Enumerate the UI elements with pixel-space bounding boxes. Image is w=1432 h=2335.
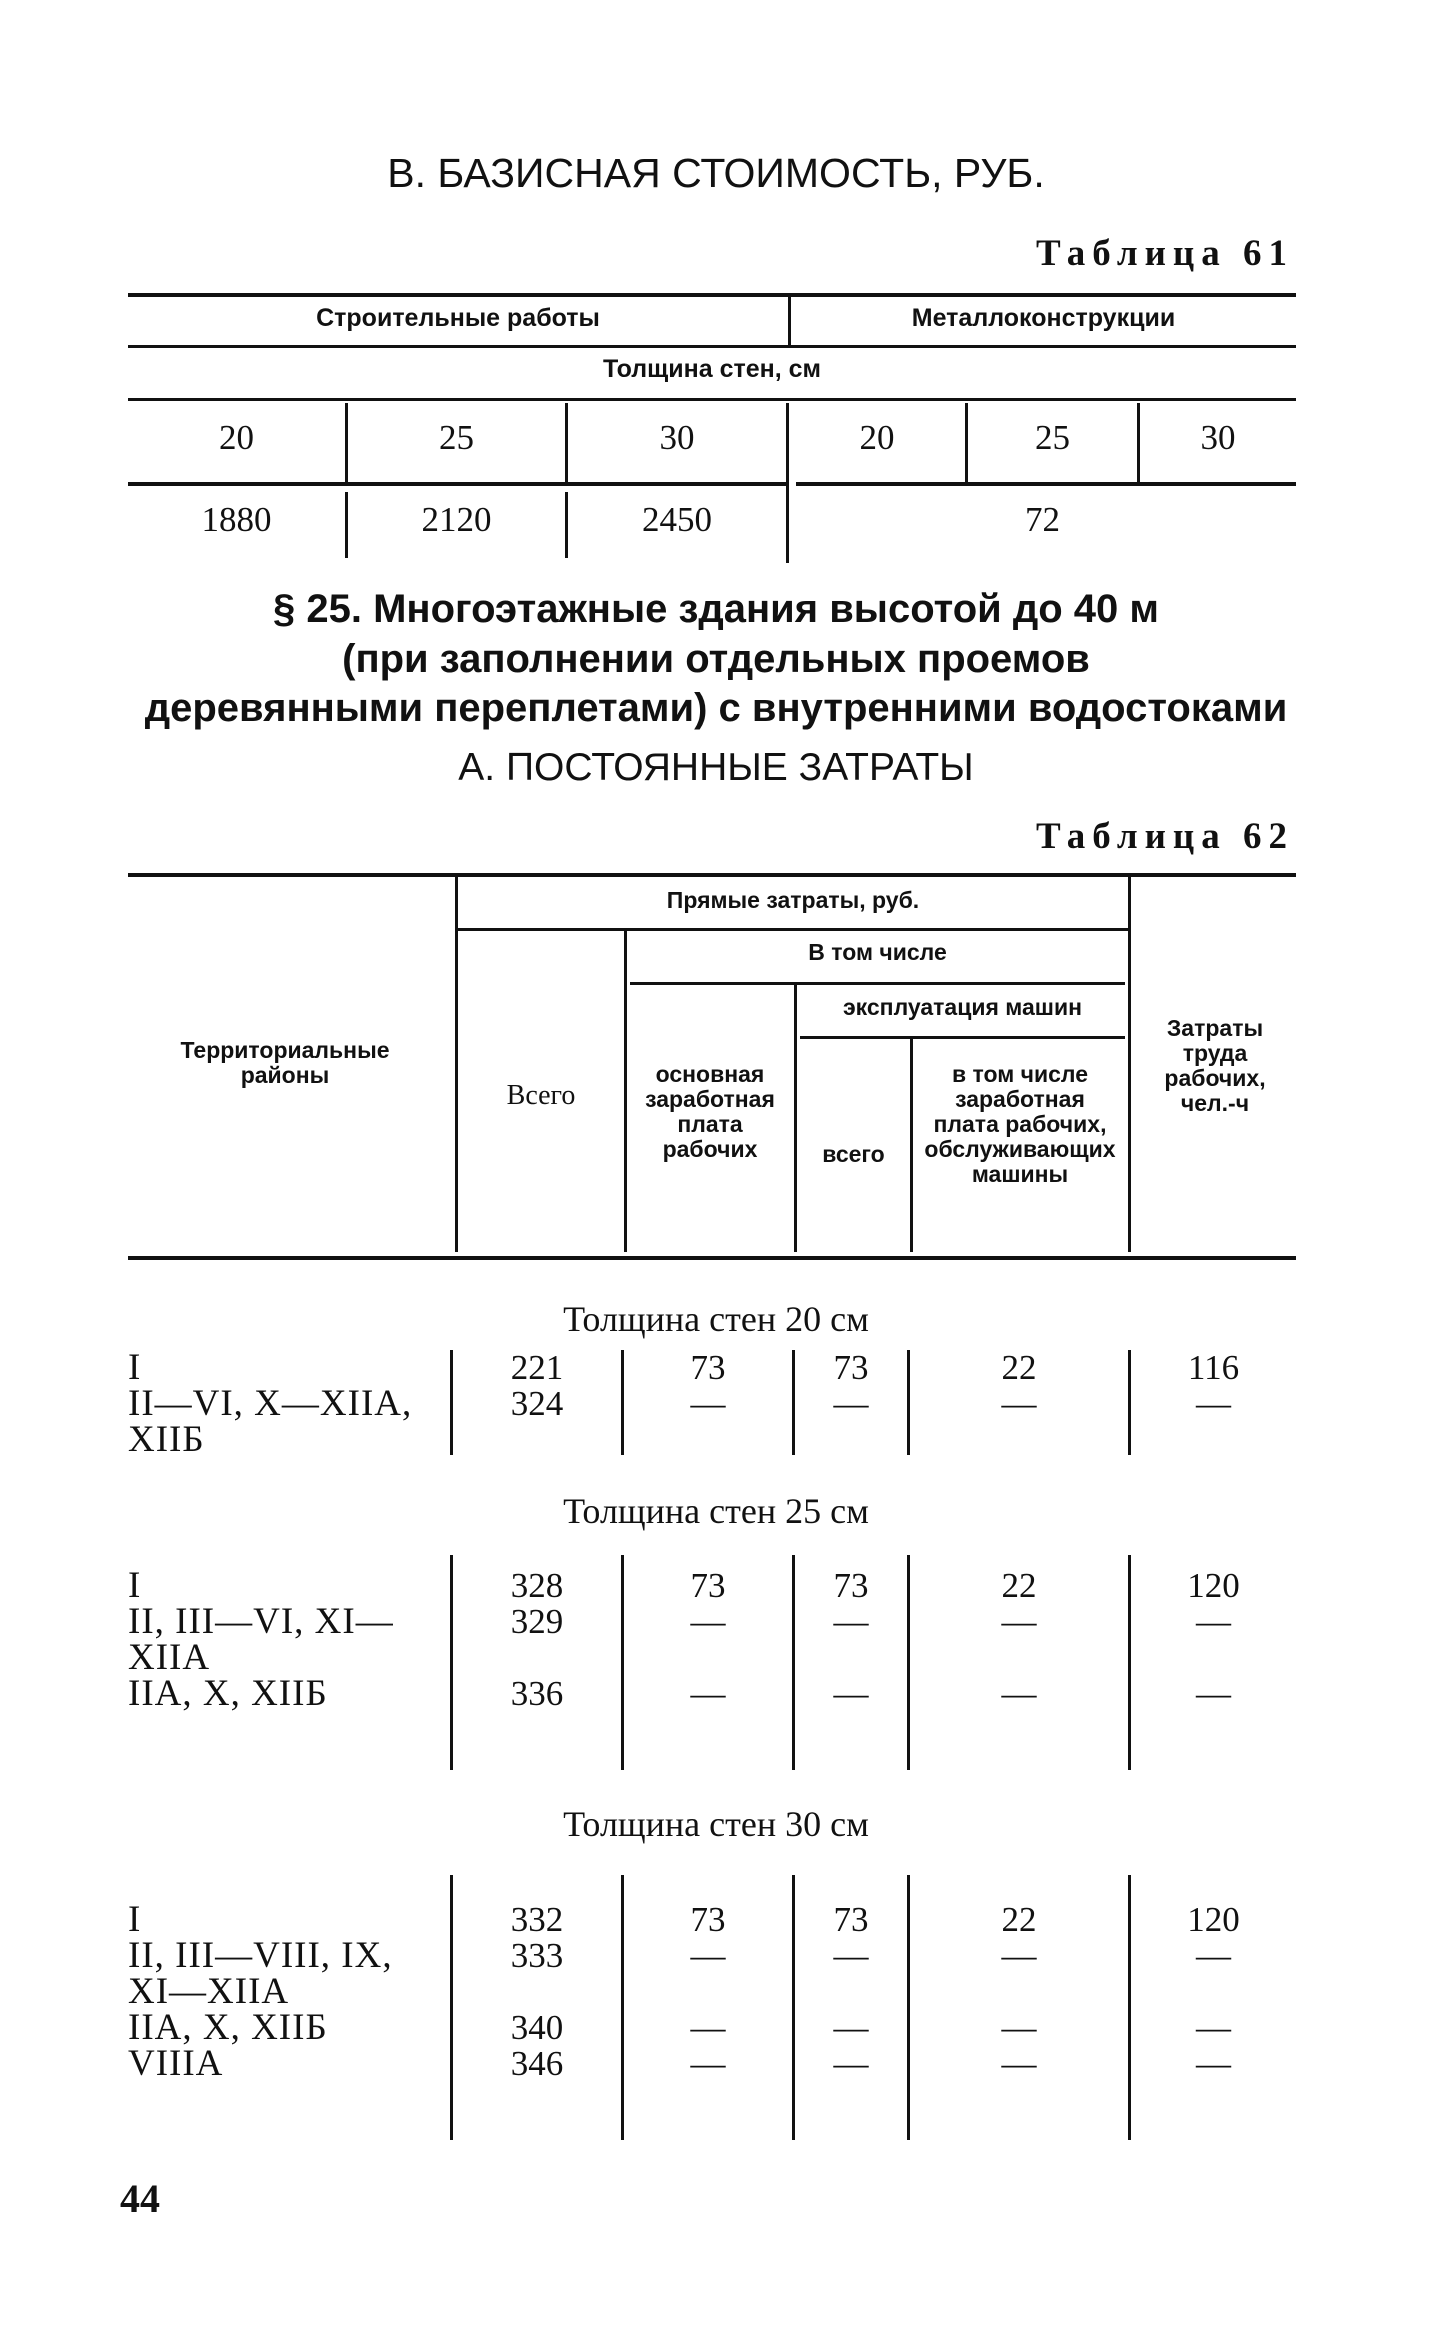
table-62-top-rule bbox=[128, 873, 1296, 877]
region-label: XIIA bbox=[128, 1637, 211, 1678]
value-cell: 22 bbox=[1001, 1348, 1037, 1387]
region-label: I bbox=[128, 1899, 142, 1940]
table-61-thickness-header: Толщина стен, см bbox=[602, 355, 822, 383]
region-label: I bbox=[128, 1565, 142, 1606]
value-cell: — bbox=[1001, 2044, 1037, 2083]
value-cell: — bbox=[1196, 1602, 1231, 1641]
table-62-header-base-wage: основная заработная плата рабочих bbox=[645, 1061, 775, 1162]
table-61-value-cell: 2450 bbox=[642, 500, 712, 539]
value-cell: — bbox=[1196, 2008, 1231, 2047]
region-label: I bbox=[128, 1347, 142, 1388]
value-cell: — bbox=[690, 1602, 726, 1641]
group-regions bbox=[128, 1347, 448, 1460]
value-cell: 73 bbox=[833, 1900, 869, 1939]
table-61-top-rule bbox=[128, 293, 1296, 297]
section-25-subheading: А. ПОСТОЯННЫЕ ЗАТРАТЫ bbox=[458, 746, 974, 789]
value-cell: 221 bbox=[510, 1348, 564, 1387]
table-62-divider bbox=[624, 931, 627, 1252]
value-cell: — bbox=[690, 1674, 726, 1713]
region-label: VIIIA bbox=[128, 2043, 224, 2084]
table-61-rule bbox=[128, 345, 1296, 348]
value-cell: 22 bbox=[1001, 1900, 1037, 1939]
value-cell: — bbox=[1001, 2008, 1037, 2047]
group-regions bbox=[128, 1565, 448, 1714]
table-62-header-total: Всего bbox=[506, 1080, 576, 1111]
table-62-header-rule bbox=[630, 982, 1125, 985]
table-61-thickness-cell: 20 bbox=[219, 418, 254, 457]
value-cell: 329 bbox=[510, 1602, 564, 1641]
table-62-header-including: В том числе bbox=[808, 939, 947, 965]
table-61-thickness-cell: 20 bbox=[859, 418, 895, 457]
value-cell: — bbox=[1001, 1384, 1037, 1423]
value-cell: 73 bbox=[690, 1566, 726, 1605]
value-cell: 346 bbox=[510, 2044, 564, 2083]
machine-total-column bbox=[795, 1350, 907, 1422]
value-cell: 120 bbox=[1187, 1900, 1240, 1939]
table-62-divider bbox=[455, 877, 458, 1252]
value-cell: 336 bbox=[510, 1674, 564, 1713]
group-title-30cm: Толщина стен 30 см bbox=[563, 1804, 869, 1844]
region-label: II, III—VI, XI— bbox=[128, 1601, 394, 1642]
labor-column bbox=[1131, 1350, 1296, 1422]
value-cell: 73 bbox=[833, 1348, 869, 1387]
value-cell: 324 bbox=[510, 1384, 564, 1423]
value-cell: 120 bbox=[1187, 1566, 1240, 1605]
table-61-thickness-cell: 30 bbox=[1200, 418, 1236, 457]
labor-column bbox=[1131, 1568, 1296, 1712]
base-wage-column bbox=[624, 1902, 792, 2082]
table-62-header-rule bbox=[458, 928, 1128, 931]
table-62-header-labor: Затраты труда рабочих, чел.-ч bbox=[1164, 1015, 1266, 1116]
value-cell: — bbox=[1196, 1384, 1231, 1423]
total-column bbox=[453, 1902, 621, 2082]
value-cell: — bbox=[1001, 1674, 1037, 1713]
table-61-label: Таблица 61 bbox=[1036, 233, 1294, 274]
machine-total-column bbox=[795, 1568, 907, 1712]
region-label: XI—XIIA bbox=[128, 1971, 290, 2012]
table-62-header-direct-costs: Прямые затраты, руб. bbox=[666, 887, 920, 913]
table-61-thickness-cell: 25 bbox=[439, 418, 474, 457]
region-label: XIIБ bbox=[128, 1419, 205, 1460]
table-62-header-machine-total: всего bbox=[822, 1141, 885, 1167]
value-cell: — bbox=[690, 2044, 726, 2083]
value-cell: — bbox=[833, 2044, 869, 2083]
value-cell: — bbox=[1196, 2044, 1231, 2083]
group-title-25cm: Толщина стен 25 см bbox=[563, 1491, 869, 1531]
value-cell: 116 bbox=[1187, 1348, 1240, 1387]
group-regions bbox=[128, 1899, 448, 2084]
table-61-rule bbox=[128, 398, 1296, 401]
table-61-thickness-cell: 30 bbox=[659, 418, 695, 457]
table-61-metal-value: 72 bbox=[1025, 500, 1060, 539]
machine-total-column bbox=[795, 1902, 907, 2082]
base-wage-column bbox=[624, 1568, 792, 1712]
section-25-title-line1: § 25. Многоэтажные здания высотой до 40 м bbox=[273, 587, 1159, 631]
value-cell: 340 bbox=[510, 2008, 564, 2047]
value-cell: — bbox=[833, 1384, 869, 1423]
group-title-20cm: Толщина стен 20 см bbox=[563, 1299, 869, 1339]
value-cell: — bbox=[690, 2008, 726, 2047]
value-cell: 73 bbox=[690, 1900, 726, 1939]
value-cell: 73 bbox=[690, 1348, 726, 1387]
table-62-header-regions: Территориальные районы bbox=[180, 1037, 390, 1088]
value-cell: — bbox=[833, 1602, 869, 1641]
labor-column bbox=[1131, 1902, 1296, 2082]
value-cell: 333 bbox=[510, 1936, 564, 1975]
section-25-title-line2: (при заполнении отдельных проемов bbox=[342, 637, 1090, 681]
value-cell: 332 bbox=[510, 1900, 564, 1939]
table-62-label: Таблица 62 bbox=[1036, 816, 1294, 857]
table-62-header-rule bbox=[800, 1036, 1125, 1039]
table-62-divider bbox=[1128, 877, 1131, 1252]
table-62-header-machine-wage: в том числе заработная плата рабочих, обслуживающих машины bbox=[924, 1061, 1116, 1187]
table-61-thickness-cell: 25 bbox=[1035, 418, 1070, 457]
value-cell: — bbox=[833, 1674, 869, 1713]
page-number: 44 bbox=[120, 2176, 160, 2221]
table-62-header-bottom-rule bbox=[128, 1256, 1296, 1260]
table-61-rule bbox=[128, 482, 786, 486]
table-61-group-construction: Строительные работы bbox=[316, 304, 600, 332]
base-wage-column bbox=[624, 1350, 792, 1422]
table-61-rule bbox=[796, 482, 1296, 486]
value-cell: — bbox=[833, 2008, 869, 2047]
value-cell: — bbox=[833, 1936, 869, 1975]
machine-wage-column bbox=[910, 1902, 1128, 2082]
table-62-header-machine-operation: эксплуатация машин bbox=[842, 994, 1083, 1020]
table-61-value-cell: 1880 bbox=[201, 500, 272, 539]
region-label: II—VI, X—XIIA, bbox=[128, 1383, 413, 1424]
value-cell: 73 bbox=[833, 1566, 869, 1605]
table-61-value-cell: 2120 bbox=[421, 500, 492, 539]
region-label: IIA, X, XIIБ bbox=[128, 2007, 328, 2048]
table-62-divider bbox=[794, 985, 797, 1252]
machine-wage-column bbox=[910, 1350, 1128, 1422]
value-cell: 22 bbox=[1001, 1566, 1037, 1605]
total-column bbox=[453, 1568, 621, 1712]
value-cell: — bbox=[690, 1384, 726, 1423]
region-label: II, III—VIII, IX, bbox=[128, 1935, 393, 1976]
section-25-title-line3: деревянными переплетами) с внутренними водостоками bbox=[144, 686, 1288, 730]
value-cell: 328 bbox=[510, 1566, 564, 1605]
value-cell: — bbox=[1196, 1674, 1231, 1713]
machine-wage-column bbox=[910, 1568, 1128, 1712]
table-61-group-metal: Металлоконструкции bbox=[911, 304, 1176, 332]
total-column bbox=[453, 1350, 621, 1422]
value-cell: — bbox=[1001, 1602, 1037, 1641]
value-cell: — bbox=[1196, 1936, 1231, 1975]
value-cell: — bbox=[1001, 1936, 1037, 1975]
region-label: IIA, X, XIIБ bbox=[128, 1673, 328, 1714]
value-cell: — bbox=[690, 1936, 726, 1975]
table-62-divider bbox=[910, 1039, 913, 1252]
section-heading-basic-cost: В. БАЗИСНАЯ СТОИМОСТЬ, РУБ. bbox=[387, 150, 1045, 196]
